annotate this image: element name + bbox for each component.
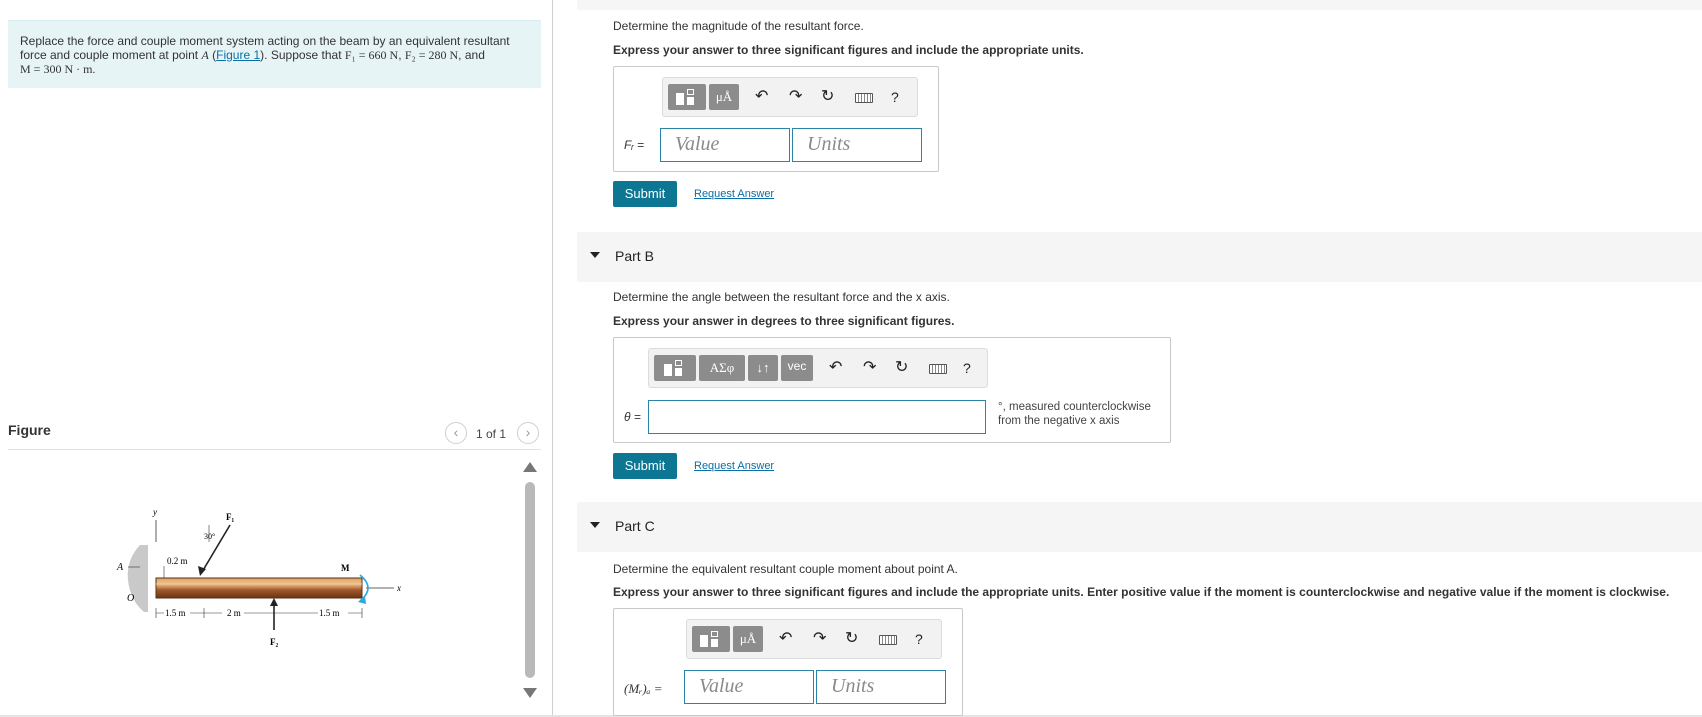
label-f2: F₂ [270,637,279,647]
part-c-toolbar [686,619,942,659]
help-icon[interactable]: ? [915,631,923,647]
part-c-value-input[interactable]: Value [684,670,814,704]
part-b-unit-note-line1: °, measured counterclockwise [998,401,1151,413]
part-b-value-input[interactable] [648,400,986,434]
label-d1: 1.5 m [165,608,186,618]
undo-icon[interactable]: ↶ [779,630,793,647]
reset-icon[interactable]: ↻ [895,359,909,376]
units-button[interactable]: μÅ [733,626,763,652]
label-y: y [153,507,157,517]
label-m: M [341,563,350,573]
arrows-button[interactable]: ↓↑ [748,355,778,381]
part-b-question: Determine the angle between the resultant force and the x axis. [613,290,950,304]
label-a: A [117,562,124,573]
part-a-value-input[interactable]: Value [660,128,790,162]
label-angle: 30° [204,532,216,541]
label-d2: 2 m [227,608,241,618]
problem-text: Replace the force and couple moment system acting on the beam by an equivalent resultant force and couple moment at point [20,34,510,62]
label-x: x [397,583,401,593]
beam [156,578,362,598]
figure-nav [445,422,541,444]
part-b-header[interactable] [577,232,1702,282]
pane-divider[interactable] [552,0,553,717]
left-pane [0,0,552,717]
chevron-right-icon[interactable]: › [517,422,539,444]
chevron-left-icon[interactable]: ‹ [445,422,467,444]
part-b-request-answer[interactable]: Request Answer [694,460,775,472]
part-a-header [577,0,1702,10]
undo-icon[interactable]: ↶ [829,359,843,376]
part-c-answer-box [613,608,963,716]
figure-scrollbar[interactable] [522,462,538,702]
part-b-answer-box [613,337,1171,443]
scroll-down-icon[interactable] [523,688,537,698]
label-f1: F₁ [226,512,235,522]
part-a-answer-box [613,66,939,172]
keyboard-icon[interactable] [855,93,873,103]
templates-icon [662,358,688,378]
redo-icon[interactable]: ↷ [789,88,803,105]
part-a-submit-button[interactable]: Submit [613,181,677,207]
part-b-submit-button[interactable]: Submit [613,453,677,479]
part-c-units-input[interactable]: Units [816,670,946,704]
templates-icon [698,629,724,649]
point-a: A [201,48,209,62]
figure-header [8,420,541,450]
f2-value: F₂ = 280 N [404,48,459,62]
part-c-label: Part C [615,518,655,534]
part-b-var-label: θ = [624,410,641,424]
part-a-request-answer[interactable]: Request Answer [694,188,775,200]
templates-button[interactable] [668,84,706,110]
redo-icon[interactable]: ↷ [863,359,877,376]
caret-down-icon[interactable] [590,252,600,258]
symbols-button[interactable]: ΑΣφ [699,355,745,381]
caret-down-icon[interactable] [590,522,600,528]
figure-title: Figure [8,422,51,438]
keyboard-icon[interactable] [929,364,947,374]
vector-button[interactable]: vec [781,355,813,381]
part-a-instruction: Express your answer to three significant figures and include the appropriate units. [613,43,1084,57]
figure-link[interactable]: Figure 1 [216,48,261,62]
part-a-toolbar [662,77,918,117]
templates-button[interactable] [654,355,696,381]
figure-count: 1 of 1 [476,427,507,441]
f1-value: F₁ = 660 N [344,48,399,62]
part-c-header[interactable] [577,502,1702,552]
templates-button[interactable] [692,626,730,652]
label-d3: 1.5 m [319,608,340,618]
reset-icon[interactable]: ↻ [845,630,859,647]
part-b-label: Part B [615,248,654,264]
part-a-units-input[interactable]: Units [792,128,922,162]
part-c-instruction: Express your answer to three significant figures and include the appropriate units. Enter positive value if the moment is counterclockwise and negative value if the moment is clockwise. [613,585,1670,599]
part-b-unit-note [998,400,1151,428]
scroll-up-icon[interactable] [523,462,537,472]
problem-text-mid: ). Suppose that [260,48,345,62]
part-a-var-label: Fᵣ = [624,138,644,152]
problem-statement: Replace the force and couple moment system acting on the beam by an equivalent resultant force and couple moment at point A (Figure 1). Suppose that F₁ = 660 N, F₂ = 280 N, and M = 300 N · m. [8,20,541,88]
beam-figure [110,500,410,660]
and-text: , and [458,48,485,62]
help-icon[interactable]: ? [963,360,971,376]
m-value: M = 300 N · m. [20,62,96,76]
keyboard-icon[interactable] [879,635,897,645]
part-c-var-label: (Mᵣ)ₐ = [624,681,663,696]
help-icon[interactable]: ? [891,89,899,105]
reset-icon[interactable]: ↻ [821,88,835,105]
part-a-question: Determine the magnitude of the resultant force. [613,19,864,33]
part-c-question: Determine the equivalent resultant couple moment about point A. [613,562,958,576]
part-b-instruction: Express your answer in degrees to three significant figures. [613,314,955,328]
part-b-unit-note-line2: from the negative x axis [998,415,1120,427]
part-b-toolbar [648,348,988,388]
scroll-thumb[interactable] [525,482,535,678]
templates-icon [674,87,700,107]
undo-icon[interactable]: ↶ [755,88,769,105]
units-button[interactable]: μÅ [709,84,739,110]
label-offset: 0.2 m [167,556,188,566]
redo-icon[interactable]: ↷ [813,630,827,647]
label-o: O [127,593,135,604]
